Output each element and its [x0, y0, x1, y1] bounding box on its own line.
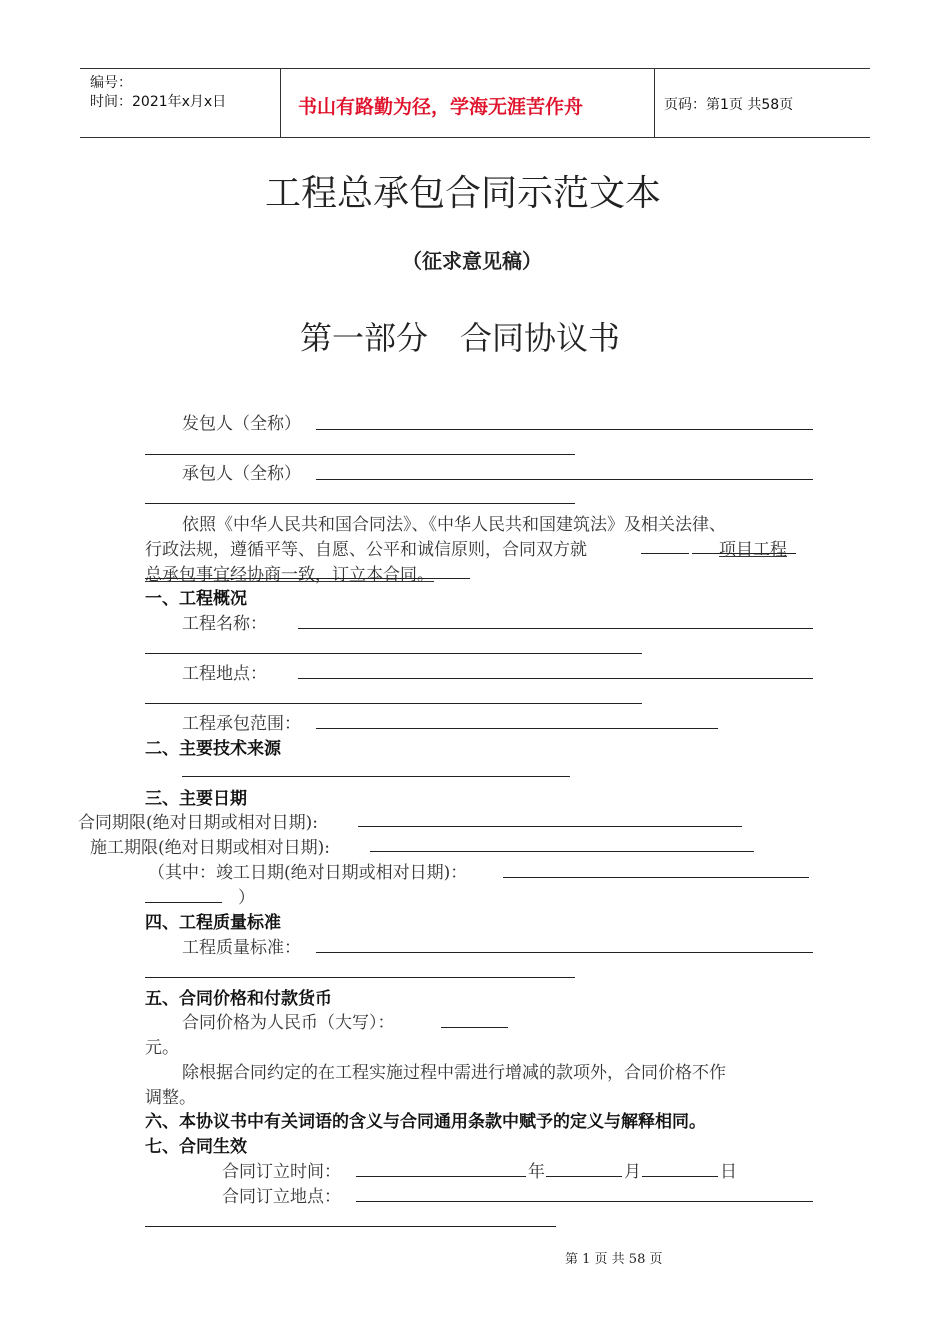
employer-blank-line-2 [145, 454, 575, 455]
signing-place-label: 合同订立地点： [222, 1187, 341, 1207]
project-name-label: 工程名称： [182, 614, 267, 634]
project-location-line [298, 678, 813, 679]
project-location-label: 工程地点： [182, 664, 267, 684]
project-name-line [298, 628, 813, 629]
contractor-blank-line-2 [145, 503, 575, 504]
signing-place-line [356, 1201, 813, 1202]
signing-month-line [546, 1176, 622, 1177]
section-5-heading: 五、合同价格和付款货币 [145, 989, 332, 1009]
project-name-blank [641, 553, 689, 554]
signing-day-line [642, 1176, 718, 1177]
header-divider [654, 69, 655, 137]
construction-period-label: 施工期限(绝对日期或相对日期): [90, 838, 330, 858]
signing-year-line [356, 1176, 526, 1177]
section-6-heading: 六、本协议书中有关词语的含义与合同通用条款中赋予的定义与解释相同。 [145, 1112, 706, 1132]
contract-price-unit: 元。 [145, 1038, 179, 1058]
contract-period-label: 合同期限(绝对日期或相对日期): [78, 813, 318, 833]
intro-line-1: 依照《中华人民共和国合同法》、《中华人民共和国建筑法》及相关法律、 [182, 515, 726, 535]
quality-standard-label: 工程质量标准： [182, 938, 301, 958]
signing-time-label: 合同订立时间： [222, 1162, 341, 1182]
contract-price-line [441, 1027, 508, 1028]
document-time-label: 时间：2021年x月x日 [90, 94, 227, 110]
construction-period-line [370, 851, 754, 852]
price-note-line-1: 除根据合同约定的在工程实施过程中需进行增减的款项外，合同价格不作 [182, 1063, 726, 1083]
part-title: 第一部分 合同协议书 [300, 319, 621, 357]
document-number-label: 编号： [90, 75, 132, 91]
intro-project-label: 项目工程 [719, 540, 787, 560]
contractor-blank-line [316, 479, 813, 480]
project-scope-line [316, 728, 718, 729]
completion-date-label: （其中：竣工日期(绝对日期或相对日期)： [148, 863, 468, 883]
employer-label: 发包人（全称） [182, 414, 301, 434]
header-motto: 书山有路勤为径，学海无涯苦作舟 [298, 96, 584, 118]
section-3-heading: 三、主要日期 [145, 789, 247, 809]
intro-underline [145, 578, 470, 579]
signing-place-line-2 [145, 1226, 556, 1227]
document-subtitle: （征求意见稿） [402, 249, 542, 273]
project-location-line-2 [145, 703, 642, 704]
section-1-heading: 一、工程概况 [145, 589, 247, 609]
signing-month-label: 月 [624, 1162, 641, 1182]
section-7-heading: 七、合同生效 [145, 1137, 247, 1157]
quality-standard-line [316, 952, 813, 953]
section-4-heading: 四、工程质量标准 [145, 913, 281, 933]
contractor-label: 承包人（全称） [182, 464, 301, 484]
document-title: 工程总承包合同示范文本 [265, 173, 662, 214]
employer-blank-line [316, 429, 813, 430]
completion-date-line [503, 877, 809, 878]
project-name-line-2 [145, 653, 642, 654]
price-note-line-2: 调整。 [145, 1088, 196, 1108]
tech-source-line [182, 776, 570, 777]
signing-year-label: 年 [528, 1162, 545, 1182]
header-divider [280, 69, 281, 137]
completion-date-line-2 [145, 902, 222, 903]
section-2-heading: 二、主要技术来源 [145, 739, 281, 759]
intro-line-3: 总承包事宜经协商一致，订立本合同。 [145, 565, 434, 585]
quality-standard-line-2 [145, 977, 575, 978]
completion-close-paren: ） [238, 888, 255, 908]
header-page-info: 页码：第1页 共58页 [664, 97, 794, 113]
project-scope-label: 工程承包范围： [182, 714, 301, 734]
signing-day-label: 日 [720, 1162, 737, 1182]
intro-line-2: 行政法规，遵循平等、自愿、公平和诚信原则，合同双方就 [145, 540, 587, 560]
contract-price-label: 合同价格为人民币（大写）： [182, 1013, 395, 1033]
project-underline [692, 553, 796, 554]
contract-period-line [358, 826, 742, 827]
page-footer: 第 1 页 共 58 页 [565, 1252, 663, 1267]
